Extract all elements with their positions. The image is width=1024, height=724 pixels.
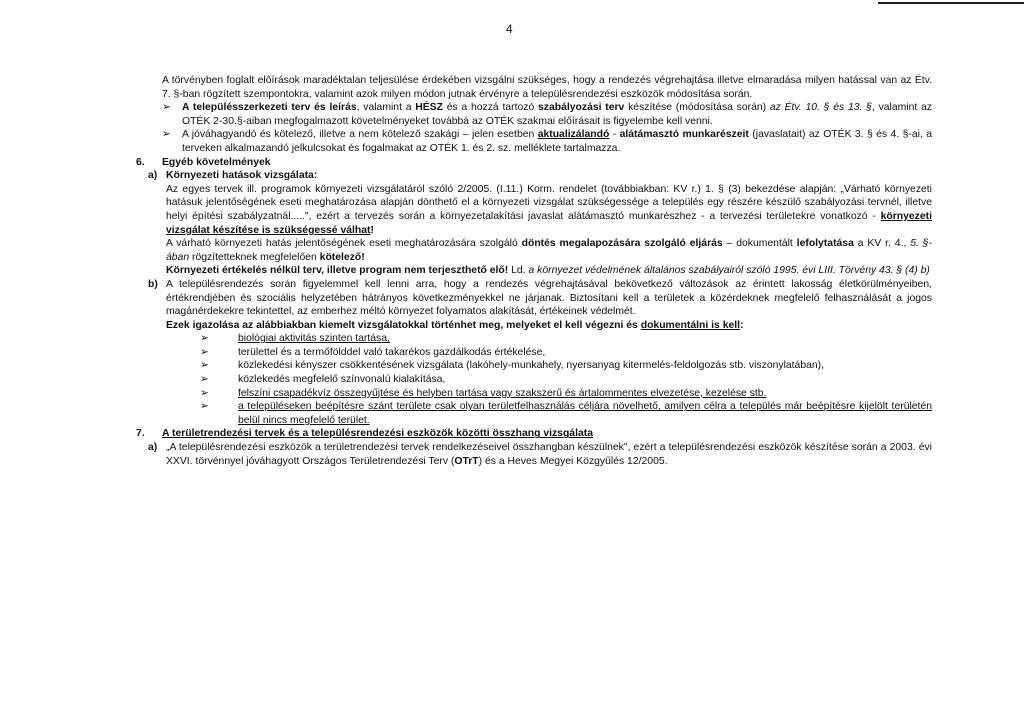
item-letter: b) [148,278,158,290]
item-a-body [166,169,932,278]
bold-underlined-text: dokumentálni is kell [640,319,741,331]
item-letter: a) [148,170,158,182]
list-item [200,373,932,387]
text: készítése (módosítása során) [624,102,770,114]
text: (javaslatait) az OTÉK 3. § és 4. §-ai, a terveken alkalmazandó jelkulcsokat és fogalmakat az OTÉK 1. és 2. sz. melléklete tartalmazza. [182,129,933,154]
arrow-bullet-icon: ➢ [200,374,209,386]
list-item-text: területtel és a termőfölddel való takarékos gazdálkodás értékelése, [238,346,546,358]
top-rule [878,2,1024,4]
bold-text: alátámasztó munkarészeit [619,129,749,141]
section-number: 7. [136,428,145,440]
section-7-paragraph [166,441,932,468]
text: a KV r. 4., [853,238,911,250]
arrow-bullet-icon: ➢ [200,346,209,358]
bold-text: A településszerkezeti terv és leírás [182,102,357,114]
bold-text: szabályozási terv [537,102,625,114]
bold-text: Ezek igazolása az alábbiakban kiemelt vizsgálatokkal történhet meg, melyeket el kell végezni és [166,319,641,331]
bullet-text [182,101,932,128]
bold-text: kötelező [319,251,362,263]
list-item [200,387,932,401]
page-number: 4 [506,22,513,36]
arrow-bullet-icon: ➢ [200,387,209,399]
bold-underlined-text: környezeti vizsgálat készítése is szükségessé válhat [166,210,932,236]
item-a [148,169,932,278]
section-7-item-a [148,441,932,468]
text: A jóváhagyandó és kötelező, illetve a nem kötelező szakági – jelen esetben [182,129,538,141]
text: : [740,319,744,331]
list-item [200,332,932,346]
text: Az egyes tervek ill. programok környezeti vizsgálatáról szóló 2/2005. (I.11.) Korm. rendelet (továbbiakban: KV r.) 1. § (3) bekezdése alapján: „Várható környezeti hatásuk jelentőségének eseti meghatározása alapján dönthető el a környezeti vizsgálat szükségessége a település egy részére készülő szabályozási tervnél, illetve helyi építési szabályzatnál.....", ezért a tervezés során a környezetalakítási javaslat alátámasztó munkarészhez - a tervezési területekre vonatkozó - [166,183,932,222]
item-b-list [162,332,932,427]
text: ! [361,251,365,263]
text: ! [370,224,374,236]
bold-text: lefolytatása [796,238,854,250]
item-b-paragraph-2 [166,319,932,333]
text: Ld. [508,265,529,277]
bold-underlined-text: aktualizálandó [537,129,610,141]
list-item [200,400,932,427]
intro-paragraph: A törvényben foglalt előírások maradéktalan teljesülése érdekében vizsgálni szükséges, hogy a rendezés végrehajtása illetve elmaradása milyen hatással van az Étv. 7. §-ban rögzített szempontokra, valamint azok milyen módon jutnak érvényre a településrendezési eszközök módosítása során. [162,75,932,100]
bold-text: HÉSZ [415,102,443,114]
section-number: 6. [136,156,145,168]
italic-text: az Étv. 10. § és 13. § [769,102,872,114]
list-item [200,346,932,360]
item-b [148,278,932,332]
italic-text: a környezet védelmének általános szabályairól szóló 1995. évi LIII. Törvény 43. § (4) b) [528,265,930,277]
text: , valamint az OTÉK 2-30.§-aiban megfogalmazott követelményeket továbbá az OTÉK szakmai előírásait is figyelembe kell venni. [182,102,932,127]
text: , valamint a [356,102,416,114]
arrow-bullet-icon: ➢ [162,102,171,114]
bold-text: Környezeti értékelés nélkül terv, illetve program nem terjeszthető elő! [166,265,509,277]
item-a-paragraph-2 [166,237,932,264]
list-item-text: közlekedés megfelelő színvonalú kialakítása, [238,374,446,386]
arrow-bullet-icon: ➢ [200,333,209,345]
bullet-text [182,128,932,155]
arrow-bullet-icon: ➢ [200,360,209,372]
arrow-bullet-icon: ➢ [162,129,171,141]
section-title: Egyéb követelmények [162,156,271,168]
section-title: A területrendezési tervek és a településrendezési eszközök közötti összhang vizsgálata [162,428,593,440]
section-6-heading [136,156,932,170]
item-a-paragraph-1 [166,183,932,237]
bullet-supporting-parts [162,128,932,155]
list-item-text: felszíni csapadékvíz összegyűjtése és helyben tartása vagy szakszerű és ártalommentes elvezetése, kezelése stb. [238,387,767,399]
text: A várható környezeti hatás jelentőségének eseti meghatározására szolgáló [166,238,522,250]
arrow-bullet-icon: ➢ [200,401,209,413]
item-a-paragraph-3 [166,264,932,278]
list-item-text: biológiai aktivitás szinten tartása, [238,333,390,345]
list-item [200,359,932,373]
text: – dokumentált [722,238,797,250]
text: ) és a Heves Megyei Közgyűlés 12/2005. [478,455,668,467]
text: - [609,129,620,141]
item-b-body [166,278,932,332]
list-item-text: közlekedési kényszer csökkentésének vizsgálata (lakóhely-munkahely, nyersanyag kitermelés-feldolgozás stb. viszonylatában), [238,360,825,372]
text: „A településrendezési eszközök a területrendezési tervek rendelkezéseivel összhangban készülnek", ezért a településrendezési eszközök készítése során a 2003. évi XXVI. törvénnyel jóváhagyott Országos Területrendezési Terv ( [166,442,932,467]
text: rögzítetteknek megfelelően [189,251,320,263]
bullet-structure-plan [162,101,932,128]
italic-text: 5. §-ában [166,238,932,263]
item-a-title: Környezeti hatások vizsgálata: [166,170,318,182]
section-7-heading [136,427,932,441]
document-body [136,74,933,468]
item-b-paragraph-1: A településrendezés során figyelemmel kell lenni arra, hogy a rendezés végrehajtásával bekövetkező változások az érintett lakosság életkörülményeiben, értékrendjében és szociális helyzetében hátrányos következményekkel ne járjanak. Biztosítani kell a területek a közérdeknek megfelelő felhasználását a jogos magánérdekekre tekintettel, az emberhez méltó környezet folyamatos alakítását, értékeinek védelmét. [166,278,932,318]
bold-text: döntés megalapozására szolgáló eljárás [521,238,723,250]
bold-text: OTrT [454,455,479,467]
list-item-text: a településeken beépítésre szánt területe csak olyan területfelhasználás céljára növelhető, amilyen célra a település már beépítésre kijelölt területén belül nincs megfelelő terület. [238,401,932,426]
text: és a hozzá tartozó [442,102,538,114]
item-letter: a) [148,442,158,454]
